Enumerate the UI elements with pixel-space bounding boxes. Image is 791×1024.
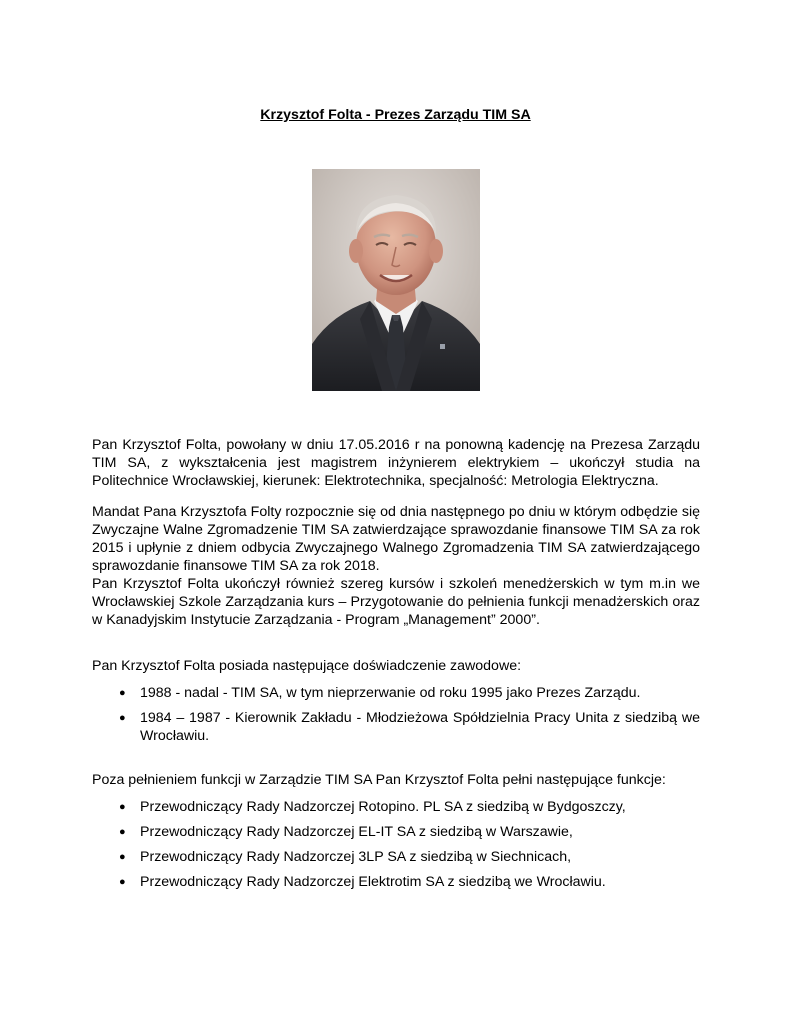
paragraph-appointment: Pan Krzysztof Folta, powołany w dniu 17.05.2016 r na ponowną kadencję na Prezesa Zarządu TIM SA, z wykształcenia jest magistrem inżynierem elektrykiem – ukończył studia na Politechnice Wrocławskiej, kierunek: Elektrotechnika, specjalność: Metrologia Elektryczna. bbox=[92, 437, 700, 489]
list-item bbox=[92, 823, 700, 841]
bullet-icon: ● bbox=[119, 801, 126, 813]
paragraph-courses: Pan Krzysztof Folta ukończył również szereg kursów i szkoleń menedżerskich w tym m.in we Wrocławskiej Szkole Zarządzania kurs – Przygotowanie do pełnienia funkcji menadżerskich oraz w Kanadyjskim Instytucie Zarządzania - Program „Management” 2000”. bbox=[92, 576, 700, 628]
function-item-text: Przewodniczący Rady Nadzorczej EL-IT SA z siedzibą w Warszawie, bbox=[140, 824, 573, 840]
bullet-icon: ● bbox=[119, 687, 126, 699]
list-item bbox=[92, 848, 700, 866]
list-item bbox=[92, 709, 700, 745]
experience-item-text: 1988 - nadal - TIM SA, w tym nieprzerwanie od roku 1995 jako Prezes Zarządu. bbox=[140, 685, 641, 701]
portrait-photo bbox=[312, 169, 480, 391]
bullet-icon: ● bbox=[119, 712, 126, 724]
function-item-text: Przewodniczący Rady Nadzorczej Rotopino. PL SA z siedzibą w Bydgoszczy, bbox=[140, 799, 626, 815]
function-item-text: Przewodniczący Rady Nadzorczej 3LP SA z siedzibą w Siechnicach, bbox=[140, 849, 572, 865]
paragraph-functions-intro: Poza pełnieniem funkcji w Zarządzie TIM SA Pan Krzysztof Folta pełni następujące funkcje: bbox=[92, 772, 666, 788]
list-item bbox=[92, 798, 700, 816]
function-item-text: Przewodniczący Rady Nadzorczej Elektrotim SA z siedzibą we Wrocławiu. bbox=[140, 874, 606, 890]
list-item bbox=[92, 684, 700, 702]
experience-list bbox=[92, 684, 700, 752]
functions-list bbox=[92, 798, 700, 898]
page-title: Krzysztof Folta - Prezes Zarządu TIM SA bbox=[260, 107, 531, 123]
list-item bbox=[92, 873, 700, 891]
bullet-icon: ● bbox=[119, 826, 126, 838]
experience-item-text: 1984 – 1987 - Kierownik Zakładu - Młodzieżowa Spółdzielnia Pracy Unita z siedzibą we Wrocławiu. bbox=[140, 710, 700, 744]
bullet-icon: ● bbox=[119, 851, 126, 863]
paragraph-mandate: Mandat Pana Krzysztofa Folty rozpocznie się od dnia następnego po dniu w którym odbędzie się Zwyczajne Walne Zgromadzenie TIM SA zatwierdzające sprawozdanie finansowe TIM SA za rok 2015 i upłynie z dniem odbycia Zwyczajnego Walnego Zgromadzenia TIM SA zatwierdzającego sprawozdanie finansowe TIM SA za rok 2018. bbox=[92, 504, 700, 574]
paragraph-experience-intro: Pan Krzysztof Folta posiada następujące doświadczenie zawodowe: bbox=[92, 658, 522, 674]
bullet-icon: ● bbox=[119, 876, 126, 888]
